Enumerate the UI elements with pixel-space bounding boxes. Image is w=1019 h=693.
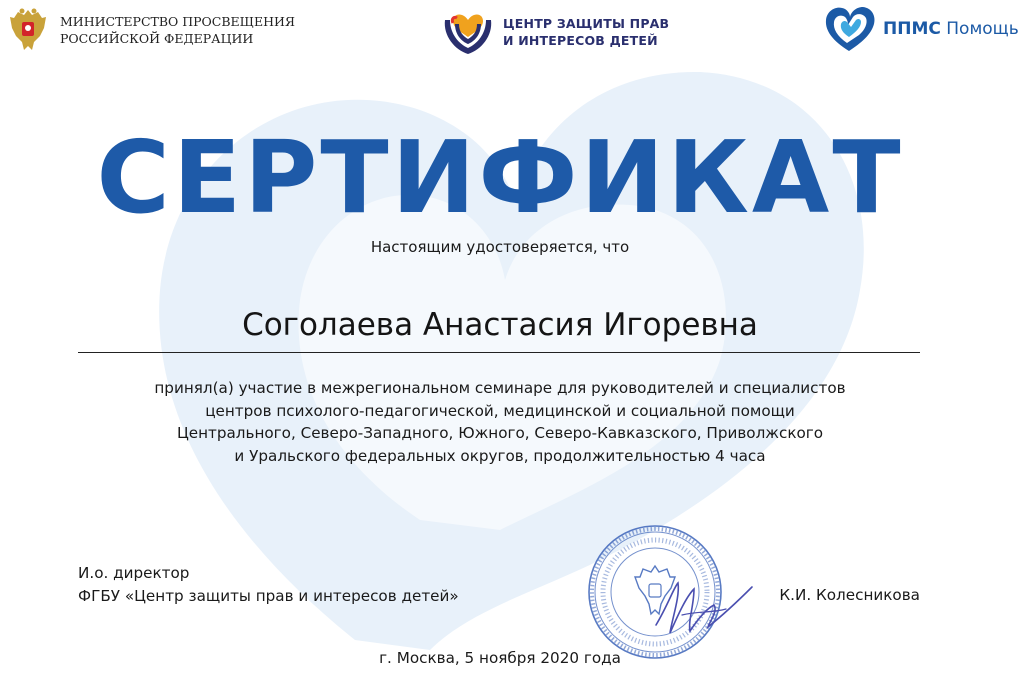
recipient-name: Соголаева Анастасия Игоревна bbox=[242, 307, 758, 343]
description bbox=[0, 377, 1000, 467]
heart-hands-icon bbox=[823, 3, 877, 55]
description-line: принял(а) участие в межрегиональном семинаре для руководителей и специалистов bbox=[154, 379, 846, 397]
signer-position-line2: ФГБУ «Центр защиты прав и интересов детей» bbox=[78, 586, 459, 605]
signer-position bbox=[78, 562, 459, 607]
center-line1: ЦЕНТР ЗАЩИТЫ ПРАВ bbox=[503, 16, 670, 31]
description-line: центров психолого-педагогической, медицинской и социальной помощи bbox=[205, 401, 795, 420]
ministry-name bbox=[60, 13, 295, 47]
ministry-line2: РОССИЙСКОЙ ФЕДЕРАЦИИ bbox=[60, 31, 254, 46]
certificate-title: СЕРТИФИКАТ bbox=[96, 119, 904, 236]
ppms-regular: Помощь bbox=[946, 19, 1019, 39]
intro-text: Настоящим удостоверяется, что bbox=[370, 238, 630, 256]
center-name bbox=[503, 15, 669, 49]
center-logo bbox=[441, 6, 669, 58]
name-underline bbox=[78, 352, 920, 353]
signer-position-line1: И.о. директор bbox=[78, 564, 190, 582]
signer-name: К.И. Колесникова bbox=[779, 586, 920, 604]
ppms-bold: ППМС bbox=[883, 19, 941, 39]
ppms-logo bbox=[823, 3, 1019, 55]
description-line: и Уральского федеральных округов, продолжительностью 4 часа bbox=[234, 446, 766, 465]
coat-of-arms-icon bbox=[8, 6, 48, 54]
ministry-logo bbox=[8, 6, 295, 54]
description-line: Центрального, Северо-Западного, Южного, Северо-Кавказского, Приволжского bbox=[176, 424, 824, 442]
hands-heart-icon bbox=[441, 6, 495, 58]
place-and-date: г. Москва, 5 ноября 2020 года bbox=[379, 649, 621, 667]
ppms-name bbox=[883, 19, 1019, 39]
ministry-line1: МИНИСТЕРСТВО ПРОСВЕЩЕНИЯ bbox=[60, 14, 295, 29]
handwritten-signature bbox=[648, 575, 758, 645]
center-line2: И ИНТЕРЕСОВ ДЕТЕЙ bbox=[503, 33, 658, 48]
